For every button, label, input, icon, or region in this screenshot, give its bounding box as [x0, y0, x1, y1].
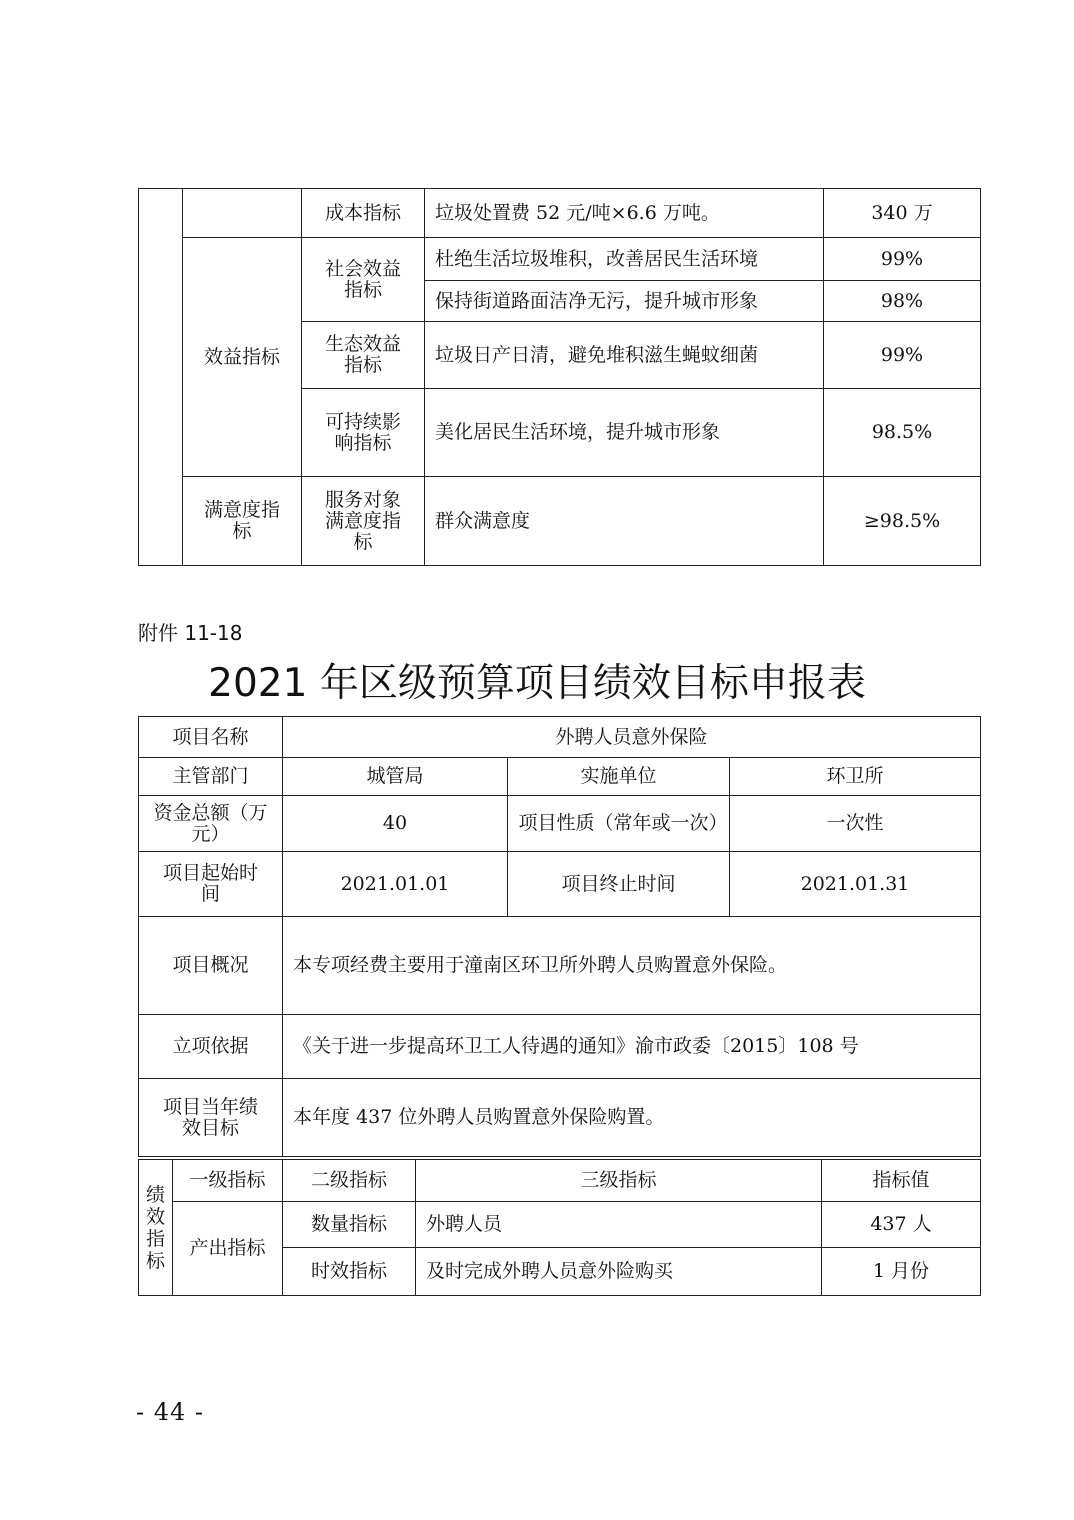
basis-value: 《关于进一步提高环卫工人待遇的通知》渝市政委〔2015〕108 号: [283, 1015, 981, 1079]
end-label: 项目终止时间: [508, 852, 730, 917]
quantity-indicator-value: 437 人: [822, 1202, 981, 1248]
performance-table-continued: [138, 188, 981, 566]
side-column: [139, 189, 183, 566]
nature-label: 项目性质（常年或一次）: [508, 796, 730, 852]
funds-value: 40: [283, 796, 508, 852]
satisfaction-indicator-label: 满意度指标: [183, 477, 302, 566]
project-name-label: 项目名称: [139, 717, 283, 758]
impl-value: 环卫所: [730, 758, 981, 796]
header-value: 指标值: [822, 1160, 981, 1202]
impl-label: 实施单位: [508, 758, 730, 796]
social-benefit-desc-2: 保持街道路面洁净无污，提升城市形象: [425, 281, 824, 322]
header-l2: 二级指标: [283, 1160, 416, 1202]
project-name-value: 外聘人员意外保险: [283, 717, 981, 758]
overview-value: 本专项经费主要用于潼南区环卫所外聘人员购置意外保险。: [283, 917, 981, 1015]
sustain-impact-label: 可持续影响指标: [302, 389, 425, 477]
social-benefit-label: 社会效益指标: [302, 238, 425, 322]
time-indicator-label: 时效指标: [283, 1248, 416, 1296]
satisfaction-desc: 群众满意度: [425, 477, 824, 566]
quantity-indicator-desc: 外聘人员: [416, 1202, 822, 1248]
performance-indicator-table: [138, 1159, 981, 1296]
perf-side-label: 绩效指标: [139, 1160, 173, 1296]
cost-indicator-value: 340 万: [824, 189, 981, 238]
end-value: 2021.01.31: [730, 852, 981, 917]
dept-value: 城管局: [283, 758, 508, 796]
header-l1: 一级指标: [173, 1160, 283, 1202]
project-info-table: [138, 716, 981, 1157]
output-indicator-label: 产出指标: [173, 1202, 283, 1296]
benefit-indicator-label: 效益指标: [183, 238, 302, 477]
satisfaction-sub-label: 服务对象满意度指标: [302, 477, 425, 566]
social-benefit-value-2: 98%: [824, 281, 981, 322]
time-indicator-desc: 及时完成外聘人员意外险购买: [416, 1248, 822, 1296]
social-benefit-value-1: 99%: [824, 238, 981, 281]
goal-label: 项目当年绩效目标: [139, 1079, 283, 1157]
eco-benefit-value: 99%: [824, 322, 981, 389]
eco-benefit-desc: 垃圾日产日清，避免堆积滋生蝇蚊细菌: [425, 322, 824, 389]
quantity-indicator-label: 数量指标: [283, 1202, 416, 1248]
attachment-label: 附件 11-18: [138, 621, 243, 645]
time-indicator-value: 1 月份: [822, 1248, 981, 1296]
sustain-impact-desc: 美化居民生活环境，提升城市形象: [425, 389, 824, 477]
nature-value: 一次性: [730, 796, 981, 852]
start-label: 项目起始时间: [139, 852, 283, 917]
overview-label: 项目概况: [139, 917, 283, 1015]
dept-label: 主管部门: [139, 758, 283, 796]
goal-value: 本年度 437 位外聘人员购置意外保险购置。: [283, 1079, 981, 1157]
satisfaction-value: ≥98.5%: [824, 477, 981, 566]
page-title: 2021 年区级预算项目绩效目标申报表: [208, 661, 866, 706]
basis-label: 立项依据: [139, 1015, 283, 1079]
sustain-impact-value: 98.5%: [824, 389, 981, 477]
start-value: 2021.01.01: [283, 852, 508, 917]
cost-indicator-label: 成本指标: [302, 189, 425, 238]
funds-label: 资金总额（万元）: [139, 796, 283, 852]
header-l3: 三级指标: [416, 1160, 822, 1202]
eco-benefit-label: 生态效益指标: [302, 322, 425, 389]
l1-empty-cell: [183, 189, 302, 238]
page-number: - 44 -: [136, 1398, 205, 1426]
cost-indicator-desc: 垃圾处置费 52 元/吨×6.6 万吨。: [425, 189, 824, 238]
social-benefit-desc-1: 杜绝生活垃圾堆积，改善居民生活环境: [425, 238, 824, 281]
